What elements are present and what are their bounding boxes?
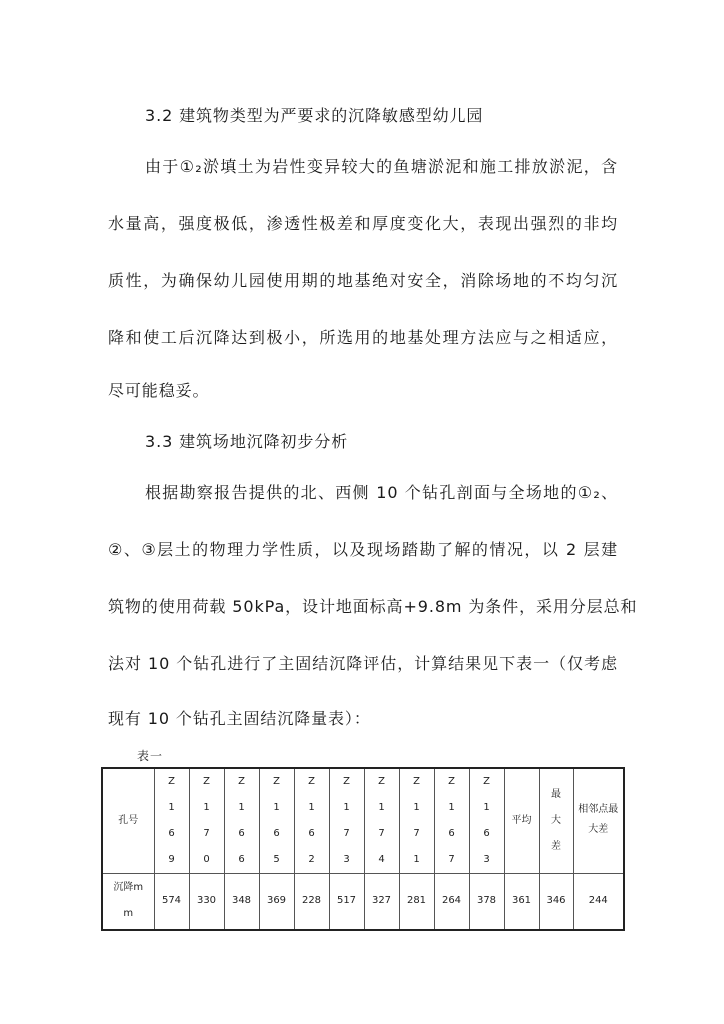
table-cell: 327 [364, 874, 399, 930]
table-cell-max-diff: 346 [539, 874, 573, 930]
paragraph-2-line-1: 根据勘察报告提供的北、西侧 10 个钻孔剖面与全场地的①₂、 [145, 483, 618, 502]
header-cell-max-diff: 最大差 [539, 768, 573, 874]
paragraph-2-line-5: 现有 10 个钻孔主固结沉降量表）： [108, 709, 371, 728]
header-cell: Z165 [259, 768, 294, 874]
paragraph-1-line-1: 由于①₂淤填土为岩性变异较大的鱼塘淤泥和施工排放淤泥，含 [145, 157, 618, 176]
section-heading-3-3: 3.3 建筑场地沉降初步分析 [145, 432, 349, 451]
header-cell: Z173 [329, 768, 364, 874]
paragraph-1-line-2: 水量高，强度极低，渗透性极差和厚度变化大，表现出强烈的非均 [108, 214, 618, 233]
table-cell: 378 [469, 874, 504, 930]
header-cell: Z169 [154, 768, 189, 874]
paragraph-2-line-4: 法对 10 个钻孔进行了主固结沉降评估，计算结果见下表一（仅考虑 [108, 654, 618, 673]
table-cell: 264 [434, 874, 469, 930]
table-cell: 228 [294, 874, 329, 930]
header-cell-hole-no: 孔号 [102, 768, 154, 874]
row-label-settlement: 沉降mm [102, 874, 154, 930]
paragraph-1-line-4: 降和使工后沉降达到极小，所选用的地基处理方法应与之相适应， [108, 328, 618, 347]
settlement-table [101, 767, 625, 931]
table-caption: 表一 [137, 749, 164, 763]
table-cell: 330 [189, 874, 224, 930]
paragraph-2-line-3: 筑物的使用荷载 50kPa，设计地面标高+9.8m 为条件，采用分层总和 [108, 597, 638, 616]
table-cell: 369 [259, 874, 294, 930]
table-cell: 281 [399, 874, 434, 930]
header-cell: Z170 [189, 768, 224, 874]
table-header-row [102, 768, 624, 874]
header-cell: Z171 [399, 768, 434, 874]
header-cell-average: 平均 [504, 768, 539, 874]
header-cell: Z167 [434, 768, 469, 874]
header-cell: Z163 [469, 768, 504, 874]
paragraph-2-line-2: ②、③层土的物理力学性质，以及现场踏勘了解的情况，以 2 层建 [108, 540, 618, 559]
section-heading-3-2: 3.2 建筑物类型为严要求的沉降敏感型幼儿园 [145, 106, 484, 125]
paragraph-1-line-5: 尽可能稳妥。 [108, 381, 210, 400]
header-cell-adjacent-max-diff: 相邻点最大差 [573, 768, 624, 874]
header-cell: Z174 [364, 768, 399, 874]
table-row [102, 874, 624, 930]
table-cell: 517 [329, 874, 364, 930]
paragraph-1-line-3: 质性，为确保幼儿园使用期的地基绝对安全，消除场地的不均匀沉 [108, 271, 618, 290]
table-cell-average: 361 [504, 874, 539, 930]
table-cell: 348 [224, 874, 259, 930]
table-cell-adjacent-max-diff: 244 [573, 874, 624, 930]
table-cell: 574 [154, 874, 189, 930]
header-cell: Z166 [224, 768, 259, 874]
header-cell: Z162 [294, 768, 329, 874]
